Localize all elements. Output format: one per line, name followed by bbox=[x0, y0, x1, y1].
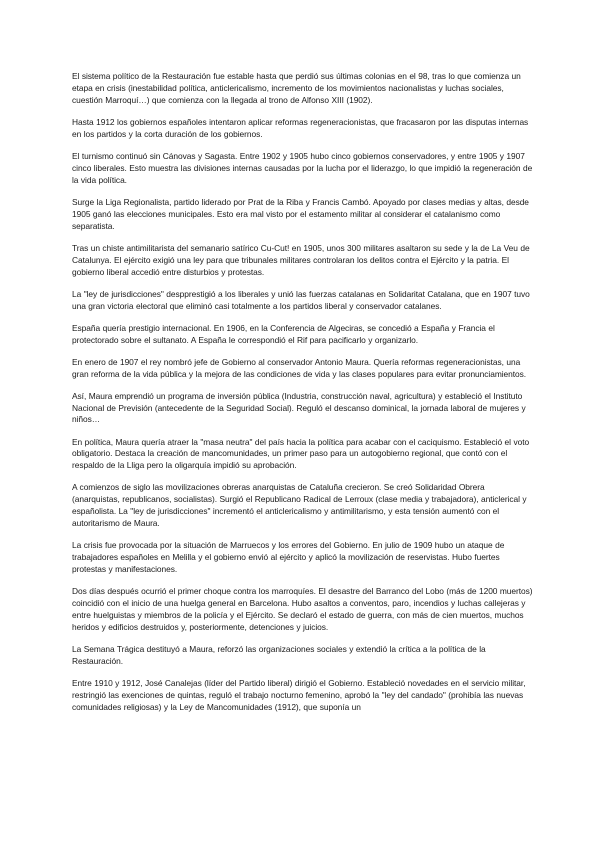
paragraph-reformas-regeneracionistas: Hasta 1912 los gobiernos españoles intentaron aplicar reformas regeneracionistas, que fracasaron por las disputas internas en los partidos y la corta duración de los gobiernos. bbox=[72, 116, 529, 139]
paragraph-cu-cut: Tras un chiste antimilitarista del semanario satírico Cu-Cut! en 1905, unos 300 militares asaltaron su sede y la de La Veu de Catalunya. El ejército exigió una ley para que tribunales militares controlaran los delitos contra el Ejército y la patria. El gobierno liberal accedió entre disturbios y protestas. bbox=[72, 242, 530, 277]
paragraph-crisis-marruecos: La crisis fue provocada por la situación de Marruecos y los errores del Gobierno. En julio de 1909 hubo un ataque de trabajadores españoles en Melilla y el gobierno envió al ejército y aplicó la movilización de reservistas. Hubo fuertes protestas y manifestaciones. bbox=[72, 540, 505, 575]
paragraph-semana-tragica: La Semana Trágica destituyó a Maura, reforzó las organizaciones sociales y extendió la crítica a la política de la Restauración. bbox=[72, 643, 486, 666]
paragraph-movilizaciones-obreras: A comienzos de siglo las movilizaciones obreras anarquistas de Cataluña crecieron. Se creó Solidaridad Obrera (anarquistas, republicanos, socialistas). Surgió el Republicano Radical de Lerroux (clase media y trabajadora), anticlerical y españolista. La "ley de jurisdicciones" incrementó el anticlericalismo y antimilitarismo, y esta tensión aumentó con el autoritarismo de Maura. bbox=[72, 482, 527, 529]
paragraph-algeciras: España quería prestigio internacional. En 1906, en la Conferencia de Algeciras, se concedió a España y Francia el protectorado sobre el sultanato. A España le correspondió el Rif para pacificarlo y organizarlo. bbox=[72, 322, 495, 345]
paragraph-liga-regionalista: Surge la Liga Regionalista, partido liderado por Prat de la Riba y Francis Cambó. Apoyado por clases medias y altas, desde 1905 ganó las elecciones municipales. Esto era mal visto por el estamento militar al considerar el catalanismo como separatista. bbox=[72, 196, 529, 231]
paragraph-canalejas: Entre 1910 y 1912, José Canalejas (líder del Partido liberal) dirigió el Gobierno. Estableció novedades en el servicio militar, restringió las exenciones de quintas, reguló el trabajo nocturno femenino, aprobó la "ley del candado" (prohibía las nuevas comunidades religiosas) y la Ley de Mancomunidades (1912), que suponía un bbox=[72, 677, 526, 712]
paragraph-restauracion-crisis: El sistema político de la Restauración fue estable hasta que perdió sus últimas colonias en el 98, tras lo que comienza un etapa en crisis (inestabilidad política, anticlericalismo, incremento de los movimientos nacionalistas y luchas sociales, cuestión Marroquí…) que comienza con la llegada al trono de Alfonso XIII (1902). bbox=[72, 71, 521, 105]
paragraph-antonio-maura: En enero de 1907 el rey nombró jefe de Gobierno al conservador Antonio Maura. Quería reformas regeneracionistas, una gran reforma de la vida pública y la mejora de las condiciones de vida y las clases populares para evitar pronunciamientos. bbox=[72, 356, 527, 379]
paragraph-inversion-publica: Así, Maura emprendió un programa de inversión pública (Industria, construcción naval, agricultura) y estableció el Instituto Nacional de Previsión (antecedente de la Seguridad Social). Reguló el descanso dominical, la jornada laboral de mujeres y niños… bbox=[72, 390, 526, 425]
paragraph-barranco-del-lobo: Dos días después ocurrió el primer choque contra los marroquíes. El desastre del Barranco del Lobo (más de 1200 muertos) coincidió con el inicio de una huelga general en Barcelona. Hubo asaltos a conventos, paro, incendios y luchas callejeras y entre huelguistas y miembros de la policía y el Ejército. Se declaró el estado de guerra, con más de cien muertos, muchos heridos y edificios destruidos y, posteriormente, detenciones y juicios. bbox=[72, 586, 533, 632]
paragraph-ley-jurisdicciones: La "ley de jurisdicciones" despprestigió a los liberales y unió las fuerzas catalanas en Solidaritat Catalana, que en 1907 tuvo una gran victoria electoral que eliminó casi totalmente a los partidos liberal y conservador catalanes. bbox=[72, 288, 530, 311]
document-body bbox=[72, 71, 534, 724]
paragraph-turnismo: El turnismo continuó sin Cánovas y Sagasta. Entre 1902 y 1905 hubo cinco gobiernos conservadores, y entre 1905 y 1907 cinco liberales. Esto muestra las divisiones internas causadas por la lucha por el liderazgo, lo que impidió la regeneración de la vida política. bbox=[72, 150, 533, 185]
paragraph-masa-neutra: En política, Maura quería atraer la "masa neutra" del país hacia la política para acabar con el caciquismo. Estableció el voto obligatorio. Destaca la creación de mancomunidades, un primer paso para un autogobierno regional, que contó con el respaldo de la Lliga pero la oligarquía impidió su aprobación. bbox=[72, 436, 530, 471]
